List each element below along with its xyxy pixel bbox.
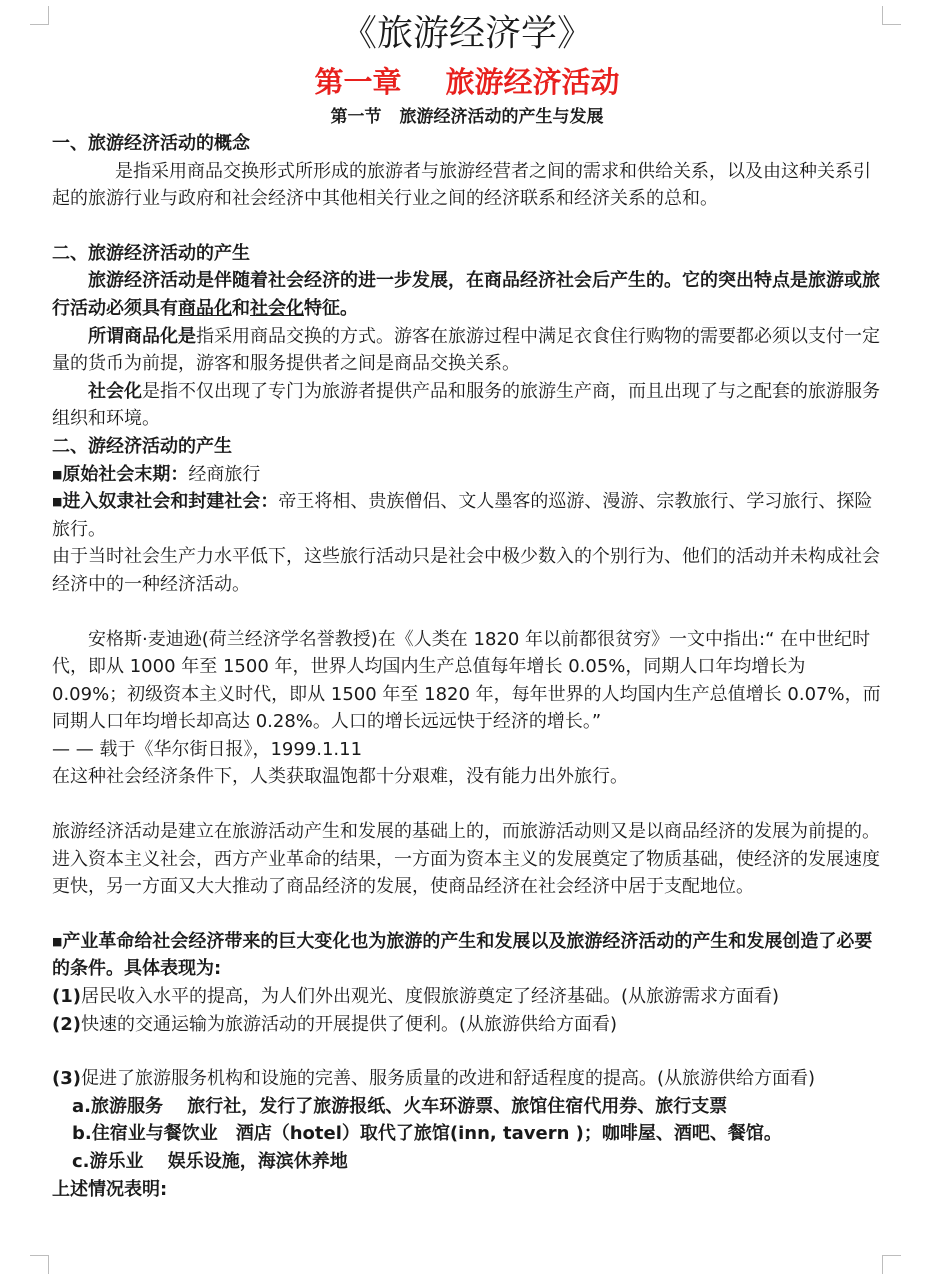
page-corner-mark <box>30 6 49 25</box>
document-page <box>52 0 882 1203</box>
industrial-revolution-lead: ■产业革命给社会经济带来的巨大变化也为旅游的产生和发展以及旅游经济活动的产生和发展创造了必要的条件。具体表现为: <box>52 930 873 980</box>
conclusion-paragraph: 在这种社会经济条件下，人类获取温饱都十分艰难，没有能力出外旅行。 <box>52 766 628 788</box>
origin-paragraph: 旅游经济活动是伴随着社会经济的进一步发展，在商品经济社会后产生的。它的突出特点是旅游或旅行活动必须具有商品化和社会化特征。 <box>52 270 880 319</box>
bullet-feudal-society: ■进入奴隶社会和封建社会：帝王将相、贵族僧侣、文人墨客的巡游、漫游、宗教旅行、学习旅行、探险旅行。 <box>52 491 873 540</box>
section-number: 第一节 <box>330 107 382 127</box>
condition-item-3: (3)促进了旅游服务机构和设施的完善、服务质量的改进和舒适程度的提高。(从旅游供给方面看) <box>52 1068 816 1090</box>
section-name: 旅游经济活动的产生与发展 <box>399 107 604 127</box>
page-corner-mark <box>30 1255 49 1274</box>
capitalism-paragraph: 进入资本主义社会，西方产业革命的结果，一方面为资本主义的发展奠定了物质基础，使经济的发展速度更快，另一方面又大大推动了商品经济的发展，使商品经济在社会经济中居于支配地位。 <box>52 848 880 898</box>
page-corner-mark <box>882 6 901 25</box>
chapter-name: 旅游经济活动 <box>445 65 620 99</box>
summary-lead: 上述情况表明: <box>52 1178 168 1200</box>
commercialization-paragraph: 所谓商品化是指采用商品交换的方式。游客在旅游过程中满足衣食住行购物的需要都必须以支付一定量的货币为前提，游客和服务提供者之间是商品交换关系。 <box>52 325 880 375</box>
sub-item-recreation: c.游乐业 娱乐设施，海滨休养地 <box>72 1151 348 1172</box>
bullet-primitive-society: ■原始社会末期：经商旅行 <box>52 463 261 485</box>
sub-item-lodging: b.住宿业与餐饮业 酒店（hotel）取代了旅馆(inn, tavern )；咖啡屋、酒吧、餐馆。 <box>72 1123 782 1145</box>
sub-item-travel-service: a.旅游服务 旅行社，发行了旅游报纸、火车环游票、旅馆住宿代用券、旅行支票 <box>72 1095 728 1117</box>
concept-paragraph: 是指采用商品交换形式所形成的旅游者与旅游经营者之间的需求和供给关系，以及由这种关系引起的旅游行业与政府和社会经济中其他相关行业之间的经济联系和经济关系的总和。 <box>52 160 871 210</box>
heading-concept: 一、旅游经济活动的概念 <box>52 133 250 154</box>
basis-paragraph: 旅游经济活动是建立在旅游活动产生和发展的基础上的，而旅游活动则又是以商品经济的发展为前提的。 <box>52 821 880 843</box>
page-corner-mark <box>882 1255 901 1274</box>
chapter-heading <box>52 62 882 102</box>
condition-item-2: (2)快速的交通运输为旅游活动的开展提供了便利。(从旅游供给方面看) <box>52 1013 618 1035</box>
socialization-paragraph: 社会化是指不仅出现了专门为旅游者提供产品和服务的旅游生产商，而且出现了与之配套的旅游服务组织和环境。 <box>52 380 880 430</box>
heading-origin: 二、旅游经济活动的产生 <box>52 242 250 264</box>
productivity-paragraph: 由于当时社会生产力水平低下，这些旅行活动只是社会中极少数入的个别行为、他们的活动并未构成社会经济中的一种经济活动。 <box>52 546 880 595</box>
heading-emergence: 二、游经济活动的产生 <box>52 435 232 457</box>
maddison-quote: 安格斯·麦迪逊(荷兰经济学名誉教授)在《人类在 1820 年以前都很贫穷》一文中指出:“ 在中世纪时代，即从 1000 年至 1500 年，世界人均国内生产总值每年增长 0.05%，同期人口年均增长为 0.09%；初级资本主义时代，即从 1500 年至 1820 年，每年世界的人均国内生产总值增长 0.07%，而同期人口年均增长却高达 0.28%。人口的增长远远快于经济的增长。” <box>52 628 881 733</box>
book-title: 《旅游经济学》 <box>340 13 593 54</box>
condition-item-1: (1)居民收入水平的提高，为人们外出观光、度假旅游奠定了经济基础。(从旅游需求方面看) <box>52 986 780 1008</box>
section-heading <box>52 104 882 130</box>
chapter-number: 第一章 <box>314 65 402 99</box>
quote-source: — — 载于《华尔街日报》，1999.1.11 <box>52 738 363 760</box>
